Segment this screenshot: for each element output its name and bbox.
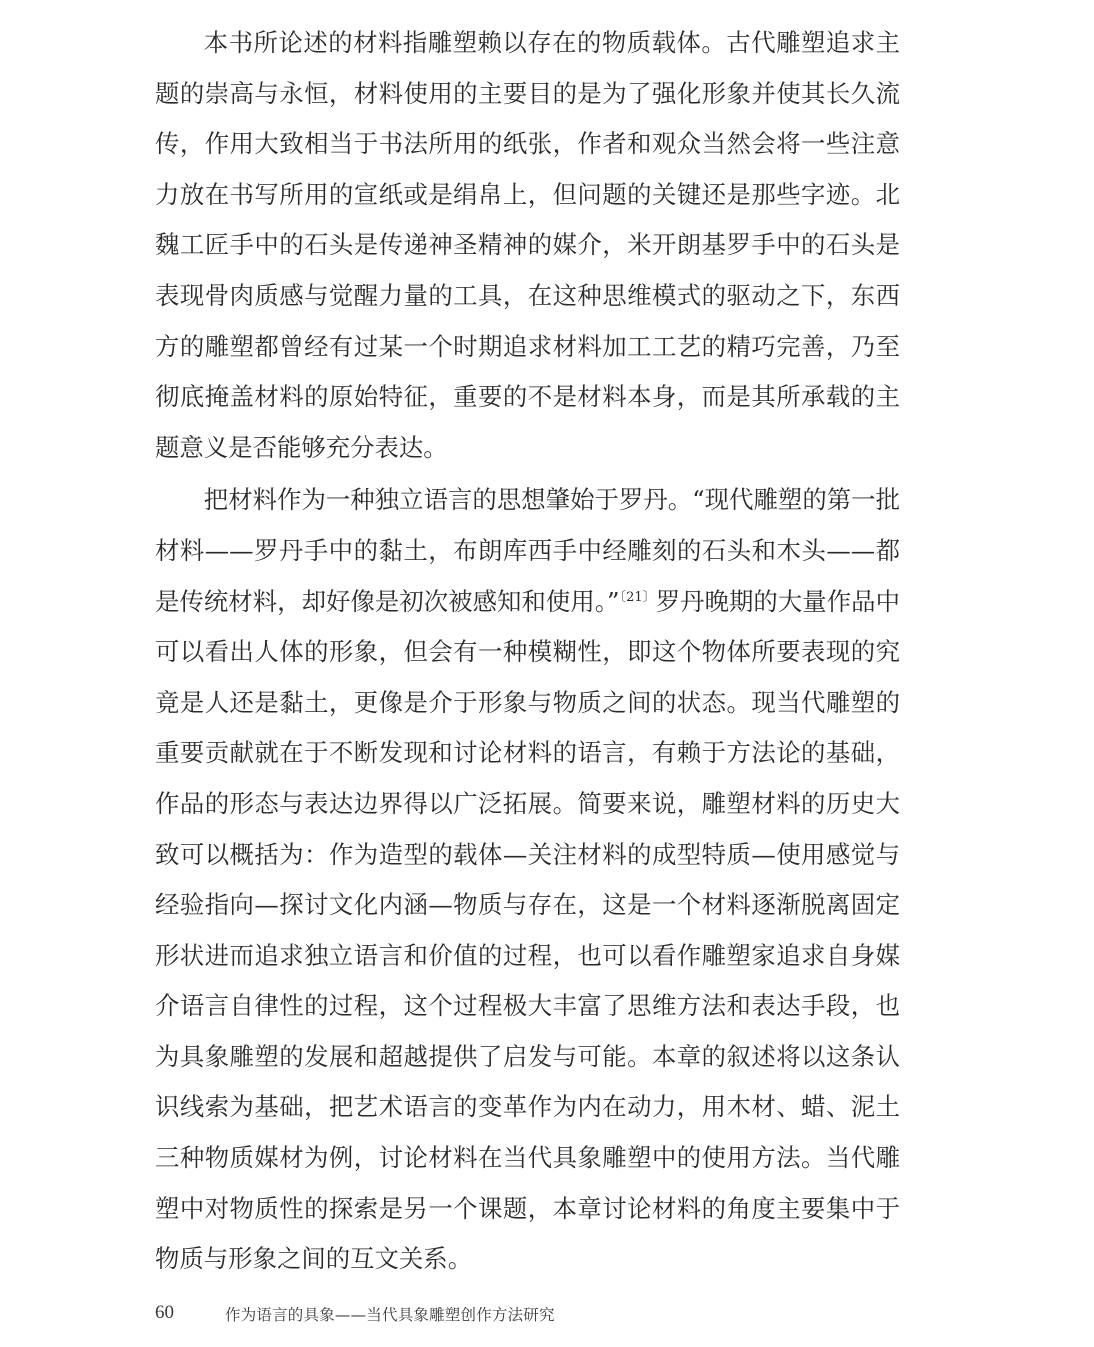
paragraph-1-text: 本书所论述的材料指雕塑赖以存在的物质载体。古代雕塑追求主题的崇高与永恒，材料使用的主要目的是为了强化形象并使其长久流传，作用大致相当于书法所用的纸张，作者和观众当然会将一些注意力放在书写所用的宣纸或是绢帛上，但问题的关键还是那些字迹。北魏工匠手中的石头是传递神圣精神的媒介，米开朗基罗手中的石头是表现骨肉质感与觉醒力量的工具，在这种思维模式的驱动之下，东西方的雕塑都曾经有过某一个时期追求材料加工工艺的精巧完善，乃至彻底掩盖材料的原始特征，重要的不是材料本身，而是其所承载的主题意义是否能够充分表达。: [155, 28, 900, 462]
running-title: 作为语言的具象——当代具象雕塑创作方法研究: [225, 1306, 555, 1324]
paragraph-1: [155, 18, 900, 473]
paragraph-2-text-after-note: 罗丹晚期的大量作品中可以看出人体的形象，但会有一种模糊性，即这个物体所要表现的究竟是人还是黏土，更像是介于形象与物质之间的状态。现当代雕塑的重要贡献就在于不断发现和讨论材料的语言，有赖于方法论的基础，作品的形态与表达边界得以广泛拓展。简要来说，雕塑材料的历史大致可以概括为：作为造型的载体—关注材料的成型特质—使用感觉与经验指向—探讨文化内涵—物质与存在，这是一个材料逐渐脱离固定形状进而追求独立语言和价值的过程，也可以看作雕塑家追求自身媒介语言自律性的过程，这个过程极大丰富了思维方法和表达手段，也为具象雕塑的发展和超越提供了启发与可能。本章的叙述将以这条认识线索为基础，把艺术语言的变革作为内在动力，用木材、蜡、泥土三种物质媒材为例，讨论材料在当代具象雕塑中的使用方法。当代雕塑中对物质性的探索是另一个课题，本章讨论材料的角度主要集中于物质与形象之间的互文关系。: [155, 586, 900, 1274]
page-number: 60: [155, 1302, 174, 1323]
page-footer: [155, 1302, 900, 1332]
body-text: [155, 18, 900, 1285]
paragraph-2-text-before-note: 把材料作为一种独立语言的思想肇始于罗丹。“现代雕塑的第一批材料——罗丹手中的黏土，布朗库西手中经雕刻的石头和木头——都是传统材料，却好像是初次被感知和使用。”: [155, 485, 900, 616]
footnote-reference[interactable]: 〔21〕: [619, 589, 656, 605]
paragraph-2: [155, 475, 900, 1285]
